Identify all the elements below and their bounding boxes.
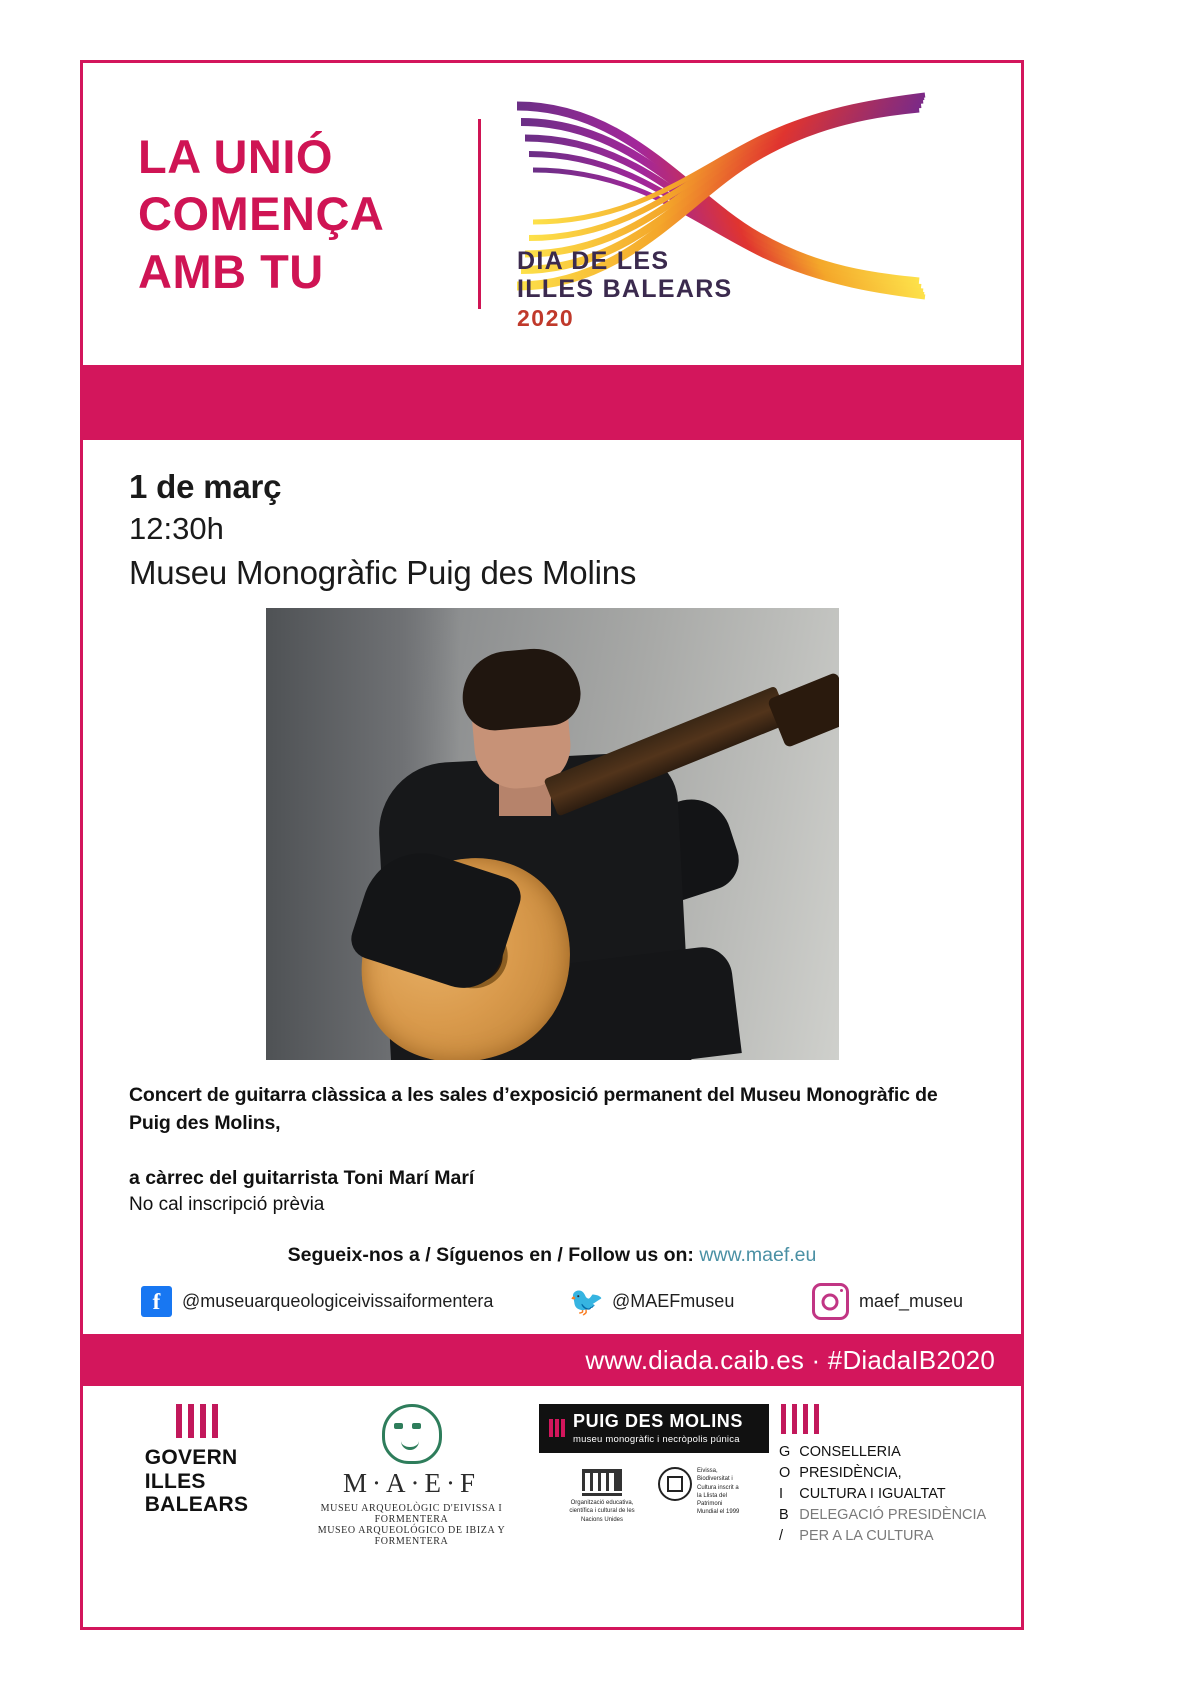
conselleria-initial-g: G [779, 1444, 791, 1461]
conselleria-line-5: PER A LA CULTURA [799, 1528, 934, 1545]
diada-logo [507, 84, 991, 344]
conselleria-initials [779, 1442, 790, 1547]
facebook-handle: @museuarqueologiceivissaiformentera [182, 1291, 494, 1312]
diada-logo-text [517, 247, 733, 332]
event-time: 12:30h [129, 511, 224, 546]
govern-line-1: GOVERN [144, 1446, 238, 1470]
poster-content [83, 440, 1021, 1320]
poster [80, 60, 1024, 1630]
govern-line-2: ILLES [144, 1469, 206, 1493]
slogan-block [113, 128, 468, 300]
event-credit: a càrrec del guitarrista Toni Marí Marí [129, 1167, 475, 1190]
puig-des-molins-logo [539, 1404, 769, 1523]
conselleria-initial-o: O [779, 1465, 791, 1482]
conselleria-initial-i: I [779, 1486, 784, 1503]
conselleria-lines [799, 1442, 986, 1547]
conselleria-initial-b: B [779, 1507, 789, 1524]
maef-mask-icon [382, 1404, 442, 1464]
instagram-handle: maef_museu [858, 1291, 963, 1312]
conselleria-line-4: DELEGACIÓ PRESIDÈNCIA [799, 1507, 987, 1524]
slogan-line-1: LA UNIÓ [138, 130, 333, 183]
event-description: Concert de guitarra clàssica a les sales d’exposició permanent del Museu Monogràfic de Puig des Molins, [129, 1084, 938, 1134]
unesco-logo [564, 1467, 640, 1523]
world-heritage-logo [658, 1467, 744, 1516]
social-links [129, 1283, 975, 1320]
conselleria-line-2: PRESIDÈNCIA, [799, 1465, 902, 1482]
world-heritage-caption: Eivissa, Biodiversitat i Cultura inscrit a la Llista del Patrimoni Mundial el 1999 [697, 1468, 740, 1515]
slogan-line-2: COMENÇA [138, 187, 385, 241]
puig-des-molins-box [539, 1404, 769, 1453]
conselleria-line-1: CONSELLERIA [799, 1444, 901, 1461]
maef-subtitle-ca: MUSEU ARQUEOLÒGIC D'EIVISSA I FORMENTERA [320, 1503, 503, 1526]
twitter-icon: 🐦 [569, 1286, 604, 1318]
diada-url-text[interactable]: www.diada.caib.es · #DiadaIB2020 [585, 1344, 995, 1375]
social-facebook[interactable] [141, 1286, 493, 1317]
maef-website-link[interactable]: www.maef.eu [699, 1244, 817, 1267]
govern-line-3: BALEARS [144, 1493, 249, 1517]
footer-logos [83, 1386, 1021, 1547]
instagram-icon [812, 1283, 849, 1320]
crown-icon [176, 1404, 218, 1438]
pink-separator-band [83, 368, 1021, 440]
diada-year: 2020 [517, 305, 575, 331]
slogan-line-3: AMB TU [138, 244, 324, 298]
follow-us-line [129, 1244, 975, 1267]
unesco-caption: Organització educativa, científica i cultural de les Nacions Unides [569, 1500, 635, 1523]
guitarist-photo [266, 608, 839, 1060]
maef-logo [294, 1404, 529, 1547]
poster-header [83, 63, 1021, 368]
conselleria-logo [779, 1404, 994, 1547]
maef-title: M·A·E·F [343, 1468, 480, 1499]
event-date: 1 de març [129, 468, 282, 505]
puig-title: PUIG DES MOLINS [573, 1411, 744, 1432]
unesco-temple-icon [582, 1467, 622, 1496]
event-registration-note: No cal inscripció prèvia [129, 1194, 325, 1216]
social-instagram[interactable] [812, 1283, 963, 1320]
conselleria-crown-icon [781, 1404, 819, 1434]
world-heritage-icon [658, 1467, 692, 1501]
govern-illes-balears-logo [109, 1404, 284, 1517]
diada-line-2: ILLES BALEARS [517, 275, 733, 303]
event-venue: Museu Monogràfic Puig des Molins [129, 554, 637, 591]
facebook-icon: f [141, 1286, 172, 1317]
unesco-row [539, 1467, 769, 1523]
follow-us-label: Segueix-nos a / Síguenos en / Follow us on: [287, 1244, 694, 1267]
twitter-handle: @MAEFmuseu [612, 1291, 735, 1312]
puig-bars-icon [549, 1419, 565, 1437]
social-twitter[interactable] [571, 1286, 734, 1317]
conselleria-line-3: CULTURA I IGUALTAT [799, 1486, 946, 1503]
diada-url-bar [83, 1334, 1021, 1386]
maef-subtitle-es: MUSEO ARQUEOLÓGICO DE IBIZA Y FORMENTERA [317, 1525, 506, 1548]
diada-line-1: DIA DE LES [517, 247, 670, 275]
conselleria-initial-slash: / [779, 1528, 784, 1545]
vertical-divider [478, 119, 481, 309]
puig-subtitle: museu monogràfic i necròpolis púnica [573, 1434, 740, 1446]
